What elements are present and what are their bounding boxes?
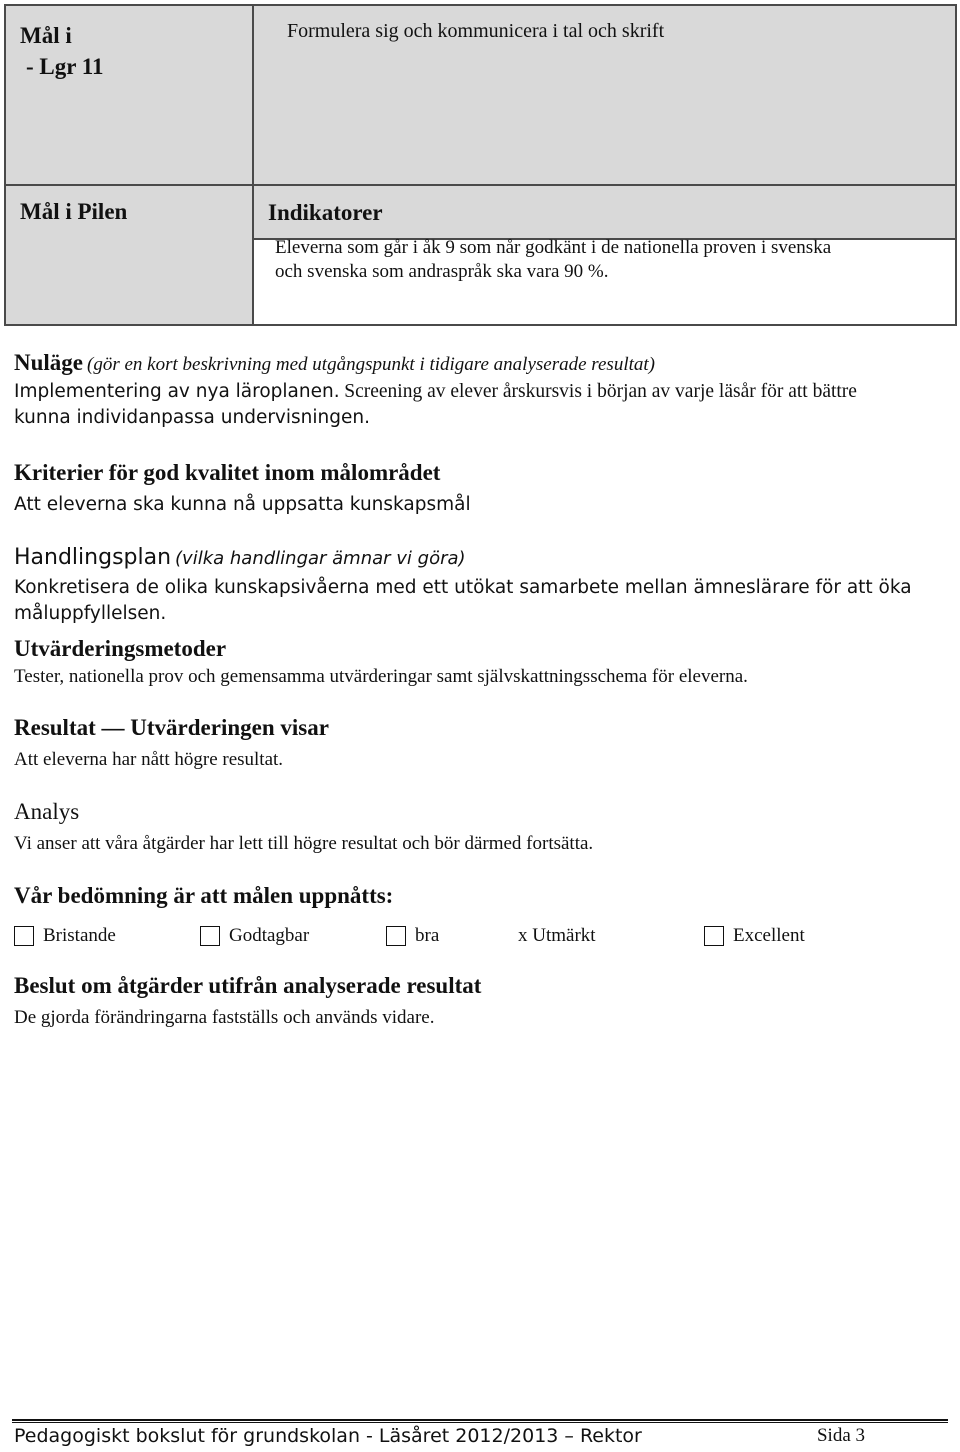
goal-lgr11-value-cell [253,5,956,185]
bedomning-section [14,883,940,909]
handlingsplan-heading: Handlingsplan [14,545,172,570]
checkbox-bra[interactable] [386,926,406,946]
page-number: Sida 3 [816,1425,865,1446]
bedomning-heading: Vår bedömning är att målen uppnåtts: [14,883,394,908]
nulage-text-b: Screening av elever årskursvis i början av varje läsår för att bättre [344,381,857,402]
option-bristande[interactable] [14,925,116,947]
resultat-text: Att eleverna har nått högre resultat. [14,749,284,770]
handlingsplan-line-1: Konkretisera de olika kunskapsivåerna med ett utökat samarbete mellan ämneslärare för att öka [14,577,912,598]
beslut-heading: Beslut om åtgärder utifrån analyserade resultat [14,973,482,998]
goals-table [4,4,957,326]
footer-divider [12,1419,948,1421]
indicators-header-cell [253,185,956,239]
checkbox-excellent[interactable] [704,926,724,946]
goal-lgr11-value: Formulera sig och kommunicera i tal och skrift [287,20,665,42]
option-bra-label: bra [415,925,440,946]
indicators-value-cell [253,239,956,325]
checkbox-bristande[interactable] [14,926,34,946]
beslut-text: De gjorda förändringarna fastställs och används vidare. [14,1007,435,1028]
kriterier-text: Att eleverna ska kunna nå uppsatta kunskapsmål [14,494,471,515]
resultat-section [14,715,940,773]
goal-lgr11-label: Mål i [20,23,72,48]
footer-title: Pedagogiskt bokslut för grundskolan - Läsåret 2012/2013 – Rektor [14,1425,642,1447]
footer-divider-thin [12,1422,948,1423]
checkbox-godtagbar[interactable] [200,926,220,946]
goal-lgr11-cell [5,5,253,185]
nulage-hint: (gör en kort beskrivning med utgångspunkt i tidigare analyserade resultat) [87,354,655,375]
goal-pilen-label: Mål i Pilen [20,199,128,224]
option-bristande-label: Bristande [43,925,116,946]
handlingsplan-section [14,545,940,627]
goal-pilen-cell [5,185,253,325]
option-bra[interactable] [386,925,439,947]
nulage-heading: Nuläge [14,350,83,375]
kriterier-heading: Kriterier för god kvalitet inom målområdet [14,460,441,485]
indicators-header: Indikatorer [268,200,383,225]
nulage-section [14,350,940,431]
option-godtagbar-label: Godtagbar [229,925,310,946]
option-excellent-label: Excellent [733,925,805,946]
analys-heading: Analys [14,799,80,824]
analys-text: Vi anser att våra åtgärder har lett till högre resultat och bör därmed fortsätta. [14,833,594,854]
option-utmarkt[interactable] [518,925,596,947]
option-godtagbar[interactable] [200,925,309,947]
utvardering-section [14,636,940,690]
indicators-text [275,236,955,284]
indicators-line-1: Eleverna som går i åk 9 som når godkänt i de nationella proven i svenska [275,237,832,258]
option-excellent[interactable] [704,925,805,947]
beslut-section [14,973,940,1031]
handlingsplan-line-2: måluppfyllelsen. [14,603,167,624]
assessment-options [14,925,914,951]
nulage-text-a: Implementering av nya läroplanen. [14,381,340,402]
analys-section [14,799,940,857]
option-utmarkt-label: x Utmärkt [518,925,596,946]
utvardering-text: Tester, nationella prov och gemensamma utvärderingar samt självskattningsschema för eleverna. [14,666,748,687]
indicators-line-2: och svenska som andraspråk ska vara 90 %. [275,261,609,282]
handlingsplan-hint: (vilka handlingar ämnar vi göra) [175,548,466,569]
resultat-heading: Resultat — Utvärderingen visar [14,715,329,740]
utvardering-heading: Utvärderingsmetoder [14,636,227,661]
goal-lgr11-sublabel: - Lgr 11 [26,54,104,79]
kriterier-section [14,460,940,518]
nulage-text-c: kunna individanpassa undervisningen. [14,407,370,428]
